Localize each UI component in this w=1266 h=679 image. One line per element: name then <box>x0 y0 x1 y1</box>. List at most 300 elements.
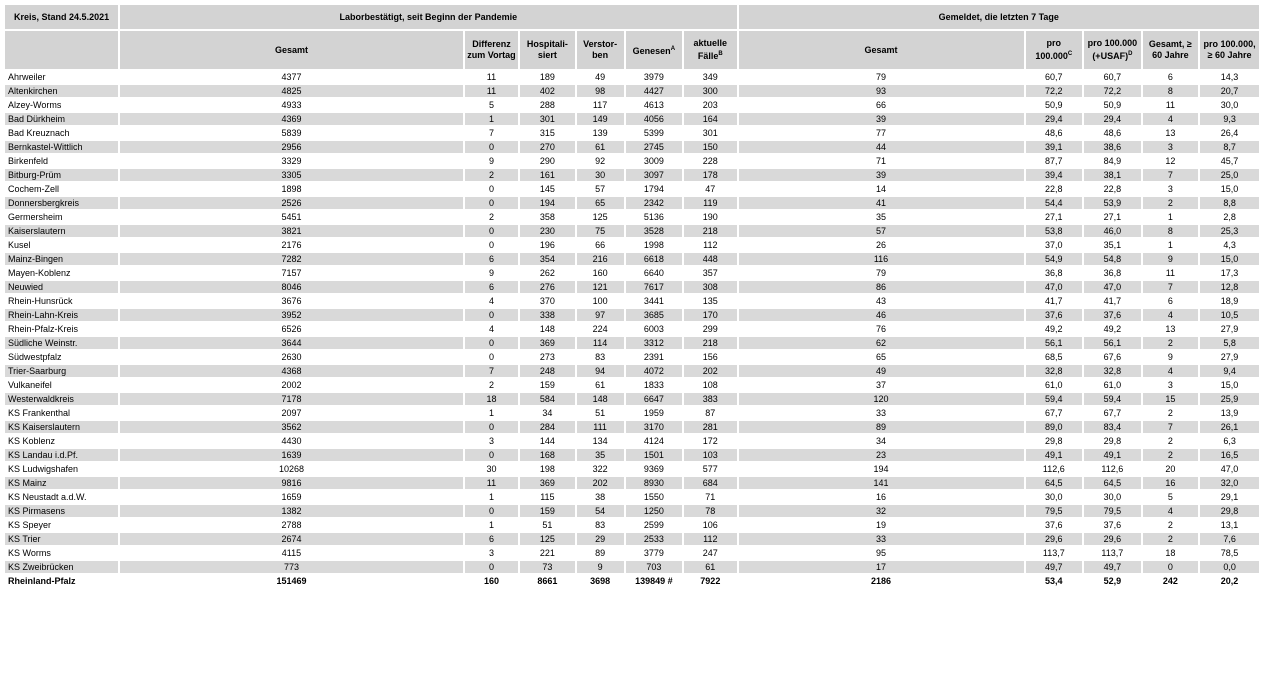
table-cell: 94 <box>577 365 624 377</box>
table-cell: 78,5 <box>1220 548 1239 558</box>
table-cell: 78 <box>684 505 736 517</box>
table-cell: 0 <box>465 225 518 237</box>
table-cell: 51 <box>595 408 606 418</box>
table-cell: 1250 <box>626 505 683 517</box>
table-cell: 37,6 <box>1084 309 1141 321</box>
table-cell: 684 <box>684 477 736 489</box>
table-cell: 2956 <box>120 141 463 153</box>
table-cell: 37,6 <box>1045 520 1063 530</box>
table-cell: 89 <box>595 548 606 558</box>
table-cell: 0 <box>1143 561 1199 573</box>
table-cell: 84,9 <box>1103 156 1122 166</box>
kreis-name-cell: KS Worms <box>8 548 51 558</box>
table-cell: 39 <box>739 169 1024 181</box>
table-cell: 284 <box>520 421 574 433</box>
table-cell: 19 <box>876 520 887 530</box>
table-cell: 11 <box>1165 268 1176 278</box>
table-cell: 164 <box>684 113 736 125</box>
table-cell: 4 <box>1143 113 1199 125</box>
table-cell: 4377 <box>281 72 302 82</box>
table-cell: 32 <box>739 505 1024 517</box>
table-cell: 67,6 <box>1103 352 1122 362</box>
table-row <box>5 85 1259 97</box>
table-cell: 1550 <box>643 492 664 502</box>
table-cell: 1 <box>488 492 494 502</box>
table-cell: 18,9 <box>1220 296 1239 306</box>
table-cell: 270 <box>520 141 574 153</box>
table-cell: 3 <box>488 436 494 446</box>
table-cell: 50,9 <box>1045 100 1063 110</box>
table-cell: 1998 <box>643 240 664 250</box>
table-cell: 112,6 <box>1042 464 1065 474</box>
table-cell: 76 <box>876 324 887 334</box>
table-cell: 116 <box>739 253 1024 265</box>
table-cell: 224 <box>592 324 608 334</box>
table-cell: 2674 <box>120 533 463 545</box>
table-cell: 6 <box>465 281 518 293</box>
table-cell: 3097 <box>626 169 683 181</box>
table-cell: 584 <box>520 393 574 405</box>
table-cell: 148 <box>577 393 624 405</box>
table-cell: 62 <box>739 337 1024 349</box>
table-cell: 1501 <box>626 449 683 461</box>
table-cell: 5839 <box>281 128 302 138</box>
table-cell: 37,6 <box>1103 520 1122 530</box>
table-cell: 41,7 <box>1045 296 1063 306</box>
table-cell: 53,8 <box>1026 225 1083 237</box>
kreis-name-cell: Kusel <box>8 240 31 250</box>
group-header-reported: Gemeldet, die letzten 7 Tage <box>739 5 1260 29</box>
table-cell: 20 <box>1165 464 1176 474</box>
table-cell: 125 <box>520 533 574 545</box>
table-cell: 2,8 <box>1223 212 1236 222</box>
table-cell: 49,2 <box>1045 324 1063 334</box>
table-cell: 3 <box>488 548 494 558</box>
table-cell: 3329 <box>281 156 302 166</box>
table-cell: 79 <box>876 72 887 82</box>
total-cell: 160 <box>465 575 518 587</box>
table-cell: 0 <box>465 197 518 209</box>
table-cell: 36,8 <box>1103 268 1122 278</box>
kreis-name-cell: Rhein-Lahn-Kreis <box>5 309 118 321</box>
table-cell: 1794 <box>643 184 664 194</box>
table-cell: 2533 <box>626 533 683 545</box>
kreis-name-cell: Alzey-Worms <box>8 100 62 110</box>
table-row <box>5 309 1259 321</box>
table-cell: 2391 <box>643 352 664 362</box>
table-cell: 3 <box>1167 184 1173 194</box>
table-cell: 75 <box>577 225 624 237</box>
table-row <box>5 365 1259 377</box>
table-cell: 34 <box>876 436 887 446</box>
kreis-name-cell: Kaiserslautern <box>5 225 118 237</box>
table-cell: 148 <box>539 324 555 334</box>
table-cell: 29,8 <box>1045 436 1063 446</box>
table-cell: 4427 <box>626 85 683 97</box>
table-row <box>5 155 1259 167</box>
table-row <box>5 127 1259 139</box>
table-cell: 87 <box>705 408 716 418</box>
table-cell: 13 <box>1165 128 1176 138</box>
table-cell: 170 <box>684 309 736 321</box>
kreis-name-cell: Westerwaldkreis <box>5 393 118 405</box>
table-cell: 15 <box>1143 393 1199 405</box>
table-cell: 38,6 <box>1084 141 1141 153</box>
table-cell: 4115 <box>281 548 302 558</box>
table-cell: 56,1 <box>1084 337 1141 349</box>
table-cell: 4368 <box>120 365 463 377</box>
table-cell: 9 <box>488 268 494 278</box>
table-cell: 79,5 <box>1026 505 1083 517</box>
table-cell: 2 <box>1143 533 1199 545</box>
table-cell: 0 <box>465 421 518 433</box>
table-cell: 7 <box>465 365 518 377</box>
kreis-name-cell: Bitburg-Prüm <box>5 169 118 181</box>
table-cell: 11 <box>465 477 518 489</box>
table-cell: 29,8 <box>1200 505 1259 517</box>
table-cell: 9 <box>577 561 624 573</box>
table-cell: 113,7 <box>1101 548 1124 558</box>
table-cell: 3009 <box>643 156 664 166</box>
table-cell: 159 <box>520 505 574 517</box>
table-cell: 53,9 <box>1084 197 1141 209</box>
col-hospitalisiert: Hospitali-siert <box>520 31 574 69</box>
table-row <box>5 505 1259 517</box>
table-cell: 308 <box>684 281 736 293</box>
table-row <box>5 71 1259 83</box>
table-cell: 5 <box>488 100 494 110</box>
table-cell: 112 <box>684 533 736 545</box>
table-cell: 3441 <box>643 296 664 306</box>
table-cell: 7,6 <box>1200 533 1259 545</box>
table-cell: 5 <box>1167 492 1173 502</box>
table-cell: 3685 <box>626 309 683 321</box>
table-cell: 4 <box>1143 505 1199 517</box>
table-cell: 178 <box>684 169 736 181</box>
table-cell: 299 <box>702 324 718 334</box>
table-row <box>5 421 1259 433</box>
table-cell: 2342 <box>626 197 683 209</box>
table-cell: 20,7 <box>1200 85 1259 97</box>
kreis-name-cell: Rhein-Hunsrück <box>8 296 73 306</box>
table-cell: 4 <box>488 324 494 334</box>
table-cell: 6618 <box>626 253 683 265</box>
total-cell: 139849 # <box>626 575 683 587</box>
table-cell: 29,6 <box>1026 533 1083 545</box>
col-pro-100000-usaf <box>1084 31 1141 69</box>
kreis-name-cell: Südliche Weinstr. <box>5 337 118 349</box>
kreis-name-cell: Altenkirchen <box>5 85 118 97</box>
table-cell: 9 <box>1167 352 1173 362</box>
table-row <box>5 113 1259 125</box>
table-cell: 121 <box>577 281 624 293</box>
table-cell: 54,8 <box>1084 253 1141 265</box>
table-cell: 11 <box>486 72 497 82</box>
table-cell: 1382 <box>120 505 463 517</box>
table-cell: 12,8 <box>1200 281 1259 293</box>
table-cell: 6640 <box>643 268 664 278</box>
table-cell: 37,0 <box>1045 240 1063 250</box>
table-cell: 322 <box>592 464 608 474</box>
table-cell: 2097 <box>281 408 302 418</box>
table-cell: 13 <box>1165 324 1176 334</box>
table-row <box>5 99 1259 111</box>
table-row <box>5 547 1259 559</box>
table-cell: 103 <box>684 449 736 461</box>
table-cell: 71 <box>705 492 716 502</box>
table-cell: 194 <box>520 197 574 209</box>
table-cell: 6,3 <box>1223 436 1236 446</box>
table-cell: 39,4 <box>1026 169 1083 181</box>
table-cell: 13,1 <box>1220 520 1239 530</box>
kreis-name-cell: Donnersbergkreis <box>5 197 118 209</box>
table-cell: 273 <box>539 352 555 362</box>
table-cell: 60,7 <box>1103 72 1122 82</box>
kreis-name-cell: KS Frankenthal <box>8 408 71 418</box>
table-cell: 112,6 <box>1101 464 1124 474</box>
total-cell: Rheinland-Pfalz <box>5 575 118 587</box>
col-verstorben: Verstor-ben <box>577 31 624 69</box>
kreis-name-cell: Cochem-Zell <box>8 184 60 194</box>
table-cell: 89,0 <box>1026 421 1083 433</box>
table-cell: 3952 <box>120 309 463 321</box>
table-cell: 5136 <box>643 212 664 222</box>
kreis-name-cell: Bad Dürkheim <box>5 113 118 125</box>
kreis-name-cell: KS Mainz <box>5 477 118 489</box>
table-row <box>5 435 1259 447</box>
table-cell: 108 <box>702 380 718 390</box>
table-cell: 5451 <box>281 212 302 222</box>
table-cell: 4613 <box>643 100 664 110</box>
table-cell: 23 <box>739 449 1024 461</box>
table-cell: 1 <box>488 408 494 418</box>
table-cell: 202 <box>577 477 624 489</box>
table-cell: 47,0 <box>1026 281 1083 293</box>
table-cell: 300 <box>684 85 736 97</box>
table-row <box>5 239 1259 251</box>
table-cell: 27,9 <box>1220 324 1239 334</box>
table-cell: 47,0 <box>1084 281 1141 293</box>
table-cell: 248 <box>520 365 574 377</box>
table-cell: 32,8 <box>1084 365 1141 377</box>
table-cell: 32,8 <box>1026 365 1083 377</box>
table-cell: 120 <box>739 393 1024 405</box>
table-cell: 141 <box>739 477 1024 489</box>
table-cell: 26,1 <box>1200 421 1259 433</box>
table-cell: 703 <box>626 561 683 573</box>
table-cell: 27,1 <box>1045 212 1063 222</box>
table-cell: 6 <box>465 533 518 545</box>
table-cell: 301 <box>702 128 718 138</box>
table-cell: 43 <box>876 296 887 306</box>
table-cell: 49,1 <box>1026 449 1083 461</box>
table-row <box>5 491 1259 503</box>
table-cell: 29,1 <box>1220 492 1239 502</box>
table-row <box>5 141 1259 153</box>
table-cell: 2788 <box>281 520 302 530</box>
table-cell: 9369 <box>643 464 664 474</box>
table-row <box>5 169 1259 181</box>
table-cell: 57 <box>739 225 1024 237</box>
table-cell: 6 <box>1167 72 1173 82</box>
col-genesen <box>626 31 683 69</box>
table-cell: 7 <box>1143 421 1199 433</box>
table-cell: 16 <box>876 492 887 502</box>
table-cell: 61 <box>577 141 624 153</box>
table-cell: 7617 <box>626 281 683 293</box>
table-cell: 44 <box>739 141 1024 153</box>
table-cell: 125 <box>592 212 608 222</box>
table-row <box>5 379 1259 391</box>
table-cell: 358 <box>539 212 555 222</box>
total-row <box>5 575 1259 587</box>
table-row <box>5 211 1259 223</box>
table-cell: 54,9 <box>1026 253 1083 265</box>
table-cell: 6 <box>465 253 518 265</box>
table-cell: 30 <box>486 464 497 474</box>
table-cell: 41 <box>739 197 1024 209</box>
table-row <box>5 351 1259 363</box>
table-cell: 276 <box>520 281 574 293</box>
table-cell: 61 <box>684 561 736 573</box>
table-cell: 35 <box>876 212 887 222</box>
table-cell: 66 <box>595 240 606 250</box>
table-cell: 3562 <box>120 421 463 433</box>
table-cell: 39,1 <box>1026 141 1083 153</box>
table-cell: 117 <box>592 100 608 110</box>
table-cell: 46,0 <box>1084 225 1141 237</box>
kreis-name-cell: KS Kaiserslautern <box>5 421 118 433</box>
table-cell: 1 <box>465 113 518 125</box>
table-cell: 7282 <box>120 253 463 265</box>
table-cell: 68,5 <box>1045 352 1063 362</box>
table-row <box>5 561 1259 573</box>
kreis-name-cell: Germersheim <box>8 212 63 222</box>
table-cell: 45,7 <box>1220 156 1239 166</box>
table-cell: 38 <box>595 492 606 502</box>
col-aktuelle <box>684 31 736 69</box>
table-cell: 1833 <box>643 380 664 390</box>
table-cell: 196 <box>539 240 555 250</box>
table-cell: 2 <box>465 169 518 181</box>
table-cell: 29,4 <box>1084 113 1141 125</box>
kreis-name-cell: KS Neustadt a.d.W. <box>8 492 87 502</box>
table-cell: 4369 <box>120 113 463 125</box>
table-cell: 6 <box>1167 296 1173 306</box>
table-row <box>5 463 1259 475</box>
table-cell: 0 <box>465 561 518 573</box>
table-cell: 12 <box>1165 156 1176 166</box>
kreis-name-cell: Ahrweiler <box>8 72 46 82</box>
table-cell: 49 <box>595 72 606 82</box>
table-row <box>5 267 1259 279</box>
table-cell: 3979 <box>643 72 664 82</box>
total-cell: 2186 <box>739 575 1024 587</box>
table-cell: 73 <box>520 561 574 573</box>
table-cell: 64,5 <box>1084 477 1141 489</box>
table-cell: 7178 <box>120 393 463 405</box>
table-cell: 4933 <box>281 100 302 110</box>
table-cell: 773 <box>120 561 463 573</box>
table-cell: 6003 <box>643 324 664 334</box>
table-cell: 111 <box>577 421 624 433</box>
total-cell: 8661 <box>520 575 574 587</box>
table-cell: 301 <box>520 113 574 125</box>
table-row <box>5 449 1259 461</box>
table-cell: 2 <box>1167 436 1173 446</box>
table-cell: 2 <box>1167 408 1173 418</box>
table-cell: 0 <box>488 352 494 362</box>
table-cell: 221 <box>539 548 555 558</box>
table-cell: 2 <box>488 212 494 222</box>
table-cell: 4430 <box>281 436 302 446</box>
table-row <box>5 295 1259 307</box>
table-cell: 59,4 <box>1026 393 1083 405</box>
table-cell: 49 <box>739 365 1024 377</box>
table-cell: 2630 <box>281 352 302 362</box>
table-cell: 0 <box>465 337 518 349</box>
table-cell: 34 <box>542 408 553 418</box>
kreis-name-cell: Bernkastel-Wittlich <box>5 141 118 153</box>
table-cell: 71 <box>876 156 887 166</box>
table-cell: 114 <box>577 337 624 349</box>
table-cell: 3312 <box>626 337 683 349</box>
kreis-name-cell: Rhein-Pfalz-Kreis <box>8 324 79 334</box>
table-cell: 27,9 <box>1220 352 1239 362</box>
table-cell: 112 <box>703 240 718 250</box>
table-cell: 2 <box>1143 197 1199 209</box>
table-cell: 8,8 <box>1200 197 1259 209</box>
col-gesamt-60: Gesamt, ≥ 60 Jahre <box>1143 31 1199 69</box>
table-cell: 0 <box>465 449 518 461</box>
table-cell: 1639 <box>120 449 463 461</box>
table-cell: 6647 <box>626 393 683 405</box>
table-cell: 218 <box>684 337 736 349</box>
table-cell: 370 <box>539 296 555 306</box>
table-cell: 29 <box>577 533 624 545</box>
table-cell: 36,8 <box>1045 268 1063 278</box>
total-cell: 20,2 <box>1200 575 1259 587</box>
table-cell: 288 <box>539 100 555 110</box>
kreis-name-cell: KS Speyer <box>8 520 52 530</box>
col-pro-100000-usaf-label: pro 100.000 (+USAF) <box>1087 38 1138 61</box>
table-cell: 47,0 <box>1220 464 1239 474</box>
kreis-name-cell: Trier-Saarburg <box>5 365 118 377</box>
kreis-name-cell: KS Ludwigshafen <box>8 464 79 474</box>
kreis-name-cell: KS Trier <box>5 533 118 545</box>
table-cell: 150 <box>684 141 736 153</box>
table-cell: 46 <box>739 309 1024 321</box>
table-cell: 64,5 <box>1026 477 1083 489</box>
table-cell: 2176 <box>281 240 302 250</box>
kreis-name-cell: KS Landau i.d.Pf. <box>5 449 118 461</box>
table-cell: 168 <box>520 449 574 461</box>
kreis-name-cell: Mayen-Koblenz <box>8 268 71 278</box>
table-cell: 15,0 <box>1220 380 1239 390</box>
table-cell: 1898 <box>281 184 302 194</box>
table-cell: 0,0 <box>1200 561 1259 573</box>
kreis-name-cell: Vulkaneifel <box>8 380 52 390</box>
table-cell: 262 <box>539 268 555 278</box>
table-cell: 189 <box>539 72 555 82</box>
table-cell: 0 <box>465 505 518 517</box>
table-cell: 25,9 <box>1200 393 1259 405</box>
table-cell: 66 <box>876 100 887 110</box>
table-cell: 49,2 <box>1103 324 1122 334</box>
table-cell: 49,7 <box>1084 561 1141 573</box>
table-cell: 203 <box>702 100 718 110</box>
table-cell: 30,0 <box>1220 100 1239 110</box>
